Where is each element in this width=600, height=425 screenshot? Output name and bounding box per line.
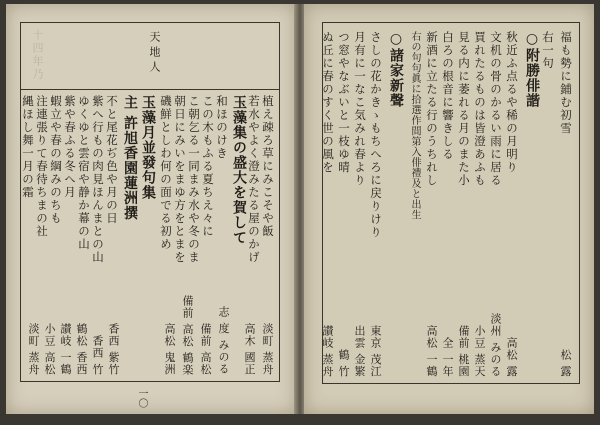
section-title: ○諸家新聲 <box>388 31 404 108</box>
author-credit: 備前 高松 鶴楽 <box>181 295 194 376</box>
poem-line: さしの花かきゝもちへろに戻りけり <box>369 31 383 239</box>
author-credit: 高木 國正 <box>243 322 256 375</box>
right-page <box>304 4 594 414</box>
poem-line: 買れたるものは皆澄あふも <box>473 31 487 187</box>
author-credit: 淡町 蒸舟 <box>261 322 274 375</box>
author-credit: 小豆 高松 <box>43 322 56 375</box>
poem-line: 縄ほし舞一月の霜 <box>21 95 35 199</box>
author-credit: 全 一年 <box>441 336 454 377</box>
poem-line: 文机の骨のかるい雨に居る <box>489 31 503 187</box>
author-credit: 鶴 竹 <box>337 348 350 377</box>
poem-line: ぬ丘に春のすく世の風を <box>321 31 335 174</box>
poem-line: この木もふる夏ちえ々に <box>201 95 215 238</box>
poem-line: ゆくゆと雲宿や静か幕の山 <box>77 95 91 251</box>
left-page <box>6 4 296 414</box>
left-page-frame <box>20 22 280 382</box>
author-credit: 高松 一鶴 <box>425 324 438 377</box>
selector-credit: 主 許旭香園蓮洲撰 <box>122 95 138 221</box>
author-credit: 東京 茂江 <box>369 324 382 377</box>
author-credit: 淡町 蒸舟 <box>27 322 40 375</box>
section-title: ○附勝俳諧 <box>524 31 540 108</box>
poem-line: 和ほのけき <box>215 95 229 160</box>
author-credit: 香西 竹 <box>91 334 104 375</box>
poem-line: 玉藻集の盛大を賀して <box>231 95 247 245</box>
section-title: 玉藻月並發句集 <box>140 95 156 200</box>
poem-line: 新酒に立たる行のうちれし <box>425 31 439 187</box>
bleed-through-text: 十四年乃 <box>31 29 44 81</box>
author-credit: 志 度 みのる <box>217 306 230 375</box>
poem-line: 福も勢に鋪む初雪 <box>559 31 573 135</box>
poem-line: 蝦立や春の綱みのちも <box>49 95 63 225</box>
poem-line: 秋近ふ点るや稀の月明り <box>505 31 519 174</box>
author-credit: 香西 紫竹 <box>107 322 120 375</box>
poem-line: 注連張りて春待ちまの社 <box>35 95 49 238</box>
poem-line: 紫や春ふる冬へ月 <box>63 95 77 199</box>
poem-line: 不と尾花ぢ色や月の日 <box>105 95 119 225</box>
poem-line: 白ろの根音に響きしる <box>441 31 455 161</box>
page-number: 一〇 <box>136 388 147 408</box>
author-credit: 讃岐 一鶴 <box>59 322 72 375</box>
poem-line: 若水やよく澄みたる屋のかげ <box>247 95 261 264</box>
poem-line: こ朝乞る一同まみ水や冬のま <box>187 95 201 264</box>
author-credit: 鶴松 香西 <box>75 322 88 375</box>
author-credit: 高松 鬼洲 <box>163 322 176 375</box>
author-credit: 讃岐 蒸舟 <box>321 324 334 377</box>
poem-note: 右の句句眞に拾選作間第入俳禮及と出生 <box>409 31 420 220</box>
page-header: 天地人 <box>148 31 161 76</box>
author-credit: 小豆 蒸天 <box>473 324 486 377</box>
poem-line: 朝日にみいをまゆ方をとまを <box>173 95 187 264</box>
author-credit: 淡州 みのる <box>489 312 502 377</box>
poem-line: 月有に一なこ気みれ春より <box>353 31 367 187</box>
author-credit: 松 露 <box>559 348 572 377</box>
right-page-frame <box>322 22 580 384</box>
poem-line: 紫へ行もの肉見ほんまとの山 <box>91 95 105 264</box>
author-credit: 高松 露 <box>505 336 518 377</box>
poem-line: 植え疎ろ草にみこそや飯 <box>261 95 275 238</box>
author-credit: 備前 高松 <box>199 322 212 375</box>
header-rule <box>21 89 279 90</box>
poem-note: 右一句 <box>541 31 555 70</box>
poem-line: つ窓やなぶいと一枝ゆ晴 <box>337 31 351 174</box>
author-credit: 備前 桃園 <box>457 324 470 377</box>
author-credit: 出雲 金繁 <box>353 324 366 377</box>
poem-line: 見る内に萎れる月のまた小 <box>457 31 471 187</box>
poem-line: 磯鮮としわ何の面でる初め <box>159 95 173 251</box>
